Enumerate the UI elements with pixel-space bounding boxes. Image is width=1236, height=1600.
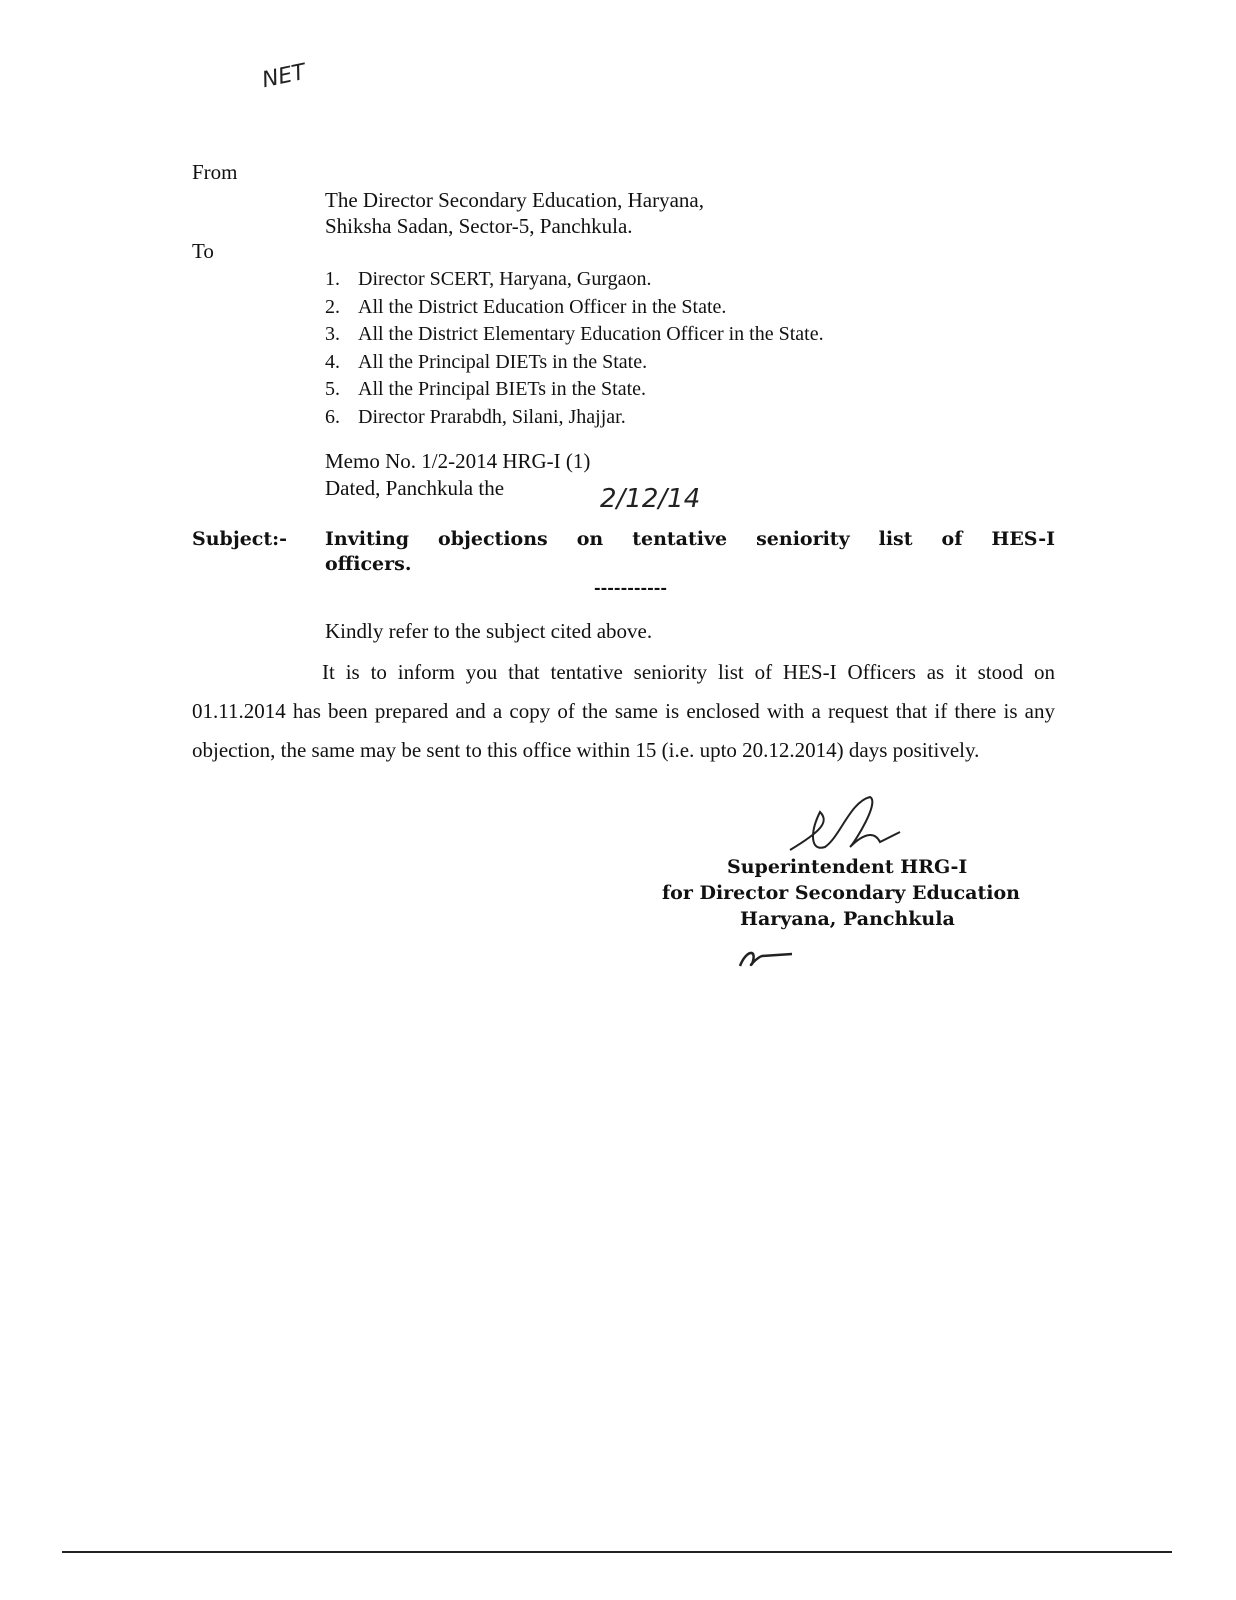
signatory-line-3: Haryana, Panchkula [740, 908, 955, 930]
to-label: To [192, 239, 214, 263]
handwritten-date: 2/12/14 [600, 484, 701, 514]
separator: ----------- [594, 578, 668, 597]
item-text: Director Prarabdh, Silani, Jhajjar. [358, 405, 626, 428]
item-number: 4. [325, 350, 340, 373]
signatory-line-2: for Director Secondary Education [662, 882, 1020, 904]
subject-line-1: Inviting objections on tentative seniority list of HES-I [325, 528, 1055, 550]
item-text: All the District Education Officer in the State. [358, 295, 727, 318]
subject-label: Subject:- [192, 528, 288, 550]
page-bottom-rule [62, 1551, 1172, 1553]
list-item [325, 266, 824, 294]
from-address-line-1: The Director Secondary Education, Haryana, [325, 188, 705, 212]
handwritten-annotation: NET [259, 59, 308, 94]
list-item [325, 349, 824, 377]
memo-number: Memo No. 1/2-2014 HRG-I (1) [325, 449, 591, 473]
signatory-title: Superintendent HRG-I [727, 856, 968, 878]
list-item [325, 294, 824, 322]
item-number: 2. [325, 295, 340, 318]
body-paragraph-2: It is to inform you that tentative seniority list of HES-I Officers as it stood on 01.11.2014 has been prepared and a copy of the same is enclosed with a request that if there is any objection, the same may be sent to this office within 15 (i.e. upto 20.12.2014) days positively. [192, 660, 1055, 762]
recipient-list [325, 266, 824, 431]
item-text: All the District Elementary Education Officer in the State. [358, 323, 824, 345]
dated-label: Dated, Panchkula the [325, 476, 505, 500]
list-item [325, 404, 824, 432]
body-paragraph-1: Kindly refer to the subject cited above. [325, 619, 653, 643]
item-text: All the Principal DIETs in the State. [358, 350, 648, 373]
list-item [325, 376, 824, 404]
list-item [325, 321, 824, 349]
item-number: 5. [325, 378, 340, 400]
item-number: 6. [325, 405, 340, 428]
initials-icon [736, 944, 796, 970]
item-text: All the Principal BIETs in the State. [358, 378, 646, 400]
item-text: Director SCERT, Haryana, Gurgaon. [358, 268, 652, 290]
item-number: 3. [325, 323, 340, 345]
signature-icon [780, 792, 920, 862]
item-number: 1. [325, 268, 340, 290]
from-label: From [192, 160, 238, 184]
subject-line-2: officers. [325, 553, 412, 575]
from-address-line-2: Shiksha Sadan, Sector-5, Panchkula. [325, 214, 633, 238]
